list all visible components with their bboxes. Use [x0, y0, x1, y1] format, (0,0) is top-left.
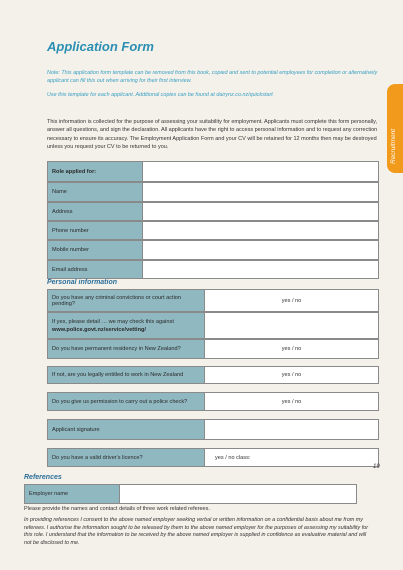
field-row-role: [47, 161, 379, 182]
residency-row: [47, 339, 379, 359]
signature-label: Applicant signature: [48, 420, 205, 439]
criminal-label: Do you have any criminal convictions or court action pending?: [48, 290, 205, 311]
field-label-role: Role applied for:: [48, 162, 143, 181]
name-input[interactable]: [143, 183, 378, 201]
page-number: 19: [373, 464, 380, 470]
field-row-name: [47, 182, 379, 202]
template-copies-note: Use this template for each applicant. Additional copies can be found at dairynz.co.nz/quickstart: [47, 92, 273, 98]
field-row-address: [47, 202, 379, 221]
intro-paragraph: This information is collected for the purpose of assessing your suitability for employment. Applicants must complete this form personally, answer all questions, and sign the declaration. All applicants have the right to access personal information and to request any correction necessary to ensure its accuracy. The Employment Application Form and your CV will be retained for 12 months then may be destroyed unless you request your CV to be returned to you.: [47, 119, 378, 151]
police-vetting-link[interactable]: www.police.govt.nz/service/vetting/: [52, 326, 146, 333]
employer-name-input[interactable]: [120, 485, 356, 503]
phone-input[interactable]: [143, 222, 378, 239]
employer-name-label: Employer name: [25, 485, 120, 503]
entitled-row: [47, 366, 379, 384]
police-check-row: [47, 392, 379, 411]
police-detail-row: [47, 312, 379, 339]
criminal-yes-no[interactable]: yes / no: [205, 290, 378, 311]
police-detail-text: If yes, please detail … we may check this against: [52, 318, 174, 325]
residency-label: Do you have permanent residency in New Zealand?: [48, 340, 205, 358]
licence-yes-no-class[interactable]: yes / no class:: [205, 449, 378, 466]
mobile-input[interactable]: [143, 241, 378, 259]
field-label-phone: Phone number: [48, 222, 143, 239]
section-tab-label: Recruitment: [390, 128, 397, 164]
licence-label: Do you have a valid driver's licence?: [48, 449, 205, 466]
police-detail-input[interactable]: [205, 313, 378, 338]
police-check-yes-no[interactable]: yes / no: [205, 393, 378, 410]
email-input[interactable]: [143, 261, 378, 278]
references-heading: References: [24, 474, 62, 481]
criminal-row: [47, 289, 379, 312]
licence-row: [47, 448, 379, 467]
role-input[interactable]: [143, 162, 378, 181]
field-row-email: [47, 260, 379, 279]
police-detail-label: [48, 313, 205, 338]
signature-input[interactable]: [205, 420, 378, 439]
field-label-mobile: Mobile number: [48, 241, 143, 259]
entitled-yes-no[interactable]: yes / no: [205, 367, 378, 383]
personal-info-heading: Personal information: [47, 279, 118, 286]
police-check-label: Do you give us permission to carry out a police check?: [48, 393, 205, 410]
field-label-address: Address: [48, 203, 143, 220]
field-row-mobile: [47, 240, 379, 260]
field-label-name: Name: [48, 183, 143, 201]
field-row-phone: [47, 221, 379, 240]
residency-yes-no[interactable]: yes / no: [205, 340, 378, 358]
references-instruction: Please provide the names and contact details of three work related referees.: [24, 506, 210, 512]
field-label-email: Email address: [48, 261, 143, 278]
employer-name-row: [24, 484, 357, 504]
address-input[interactable]: [143, 203, 378, 220]
template-note: Note: This application form template can be removed from this book, copied and sent to potential employees for completion or alternatively applicant can fill this out when arriving for their first interview.: [47, 70, 378, 84]
section-tab-recruitment[interactable]: [387, 84, 403, 173]
page-title: Application Form: [47, 39, 154, 54]
signature-row: [47, 419, 379, 440]
references-consent-text: In providing references I consent to the above named employer seeking verbal or written information on a confidential basis about me from my referees. I authorise the information sought to be released by them to the above named employer for the purposes of assessing my suitability for this role. I understand that the information to be received by the above named employer is supplied in confidence as evaluative material and will not be disclosed to me.: [24, 517, 368, 546]
entitled-label: If not, are you legally entitled to work in New Zealand: [48, 367, 205, 383]
